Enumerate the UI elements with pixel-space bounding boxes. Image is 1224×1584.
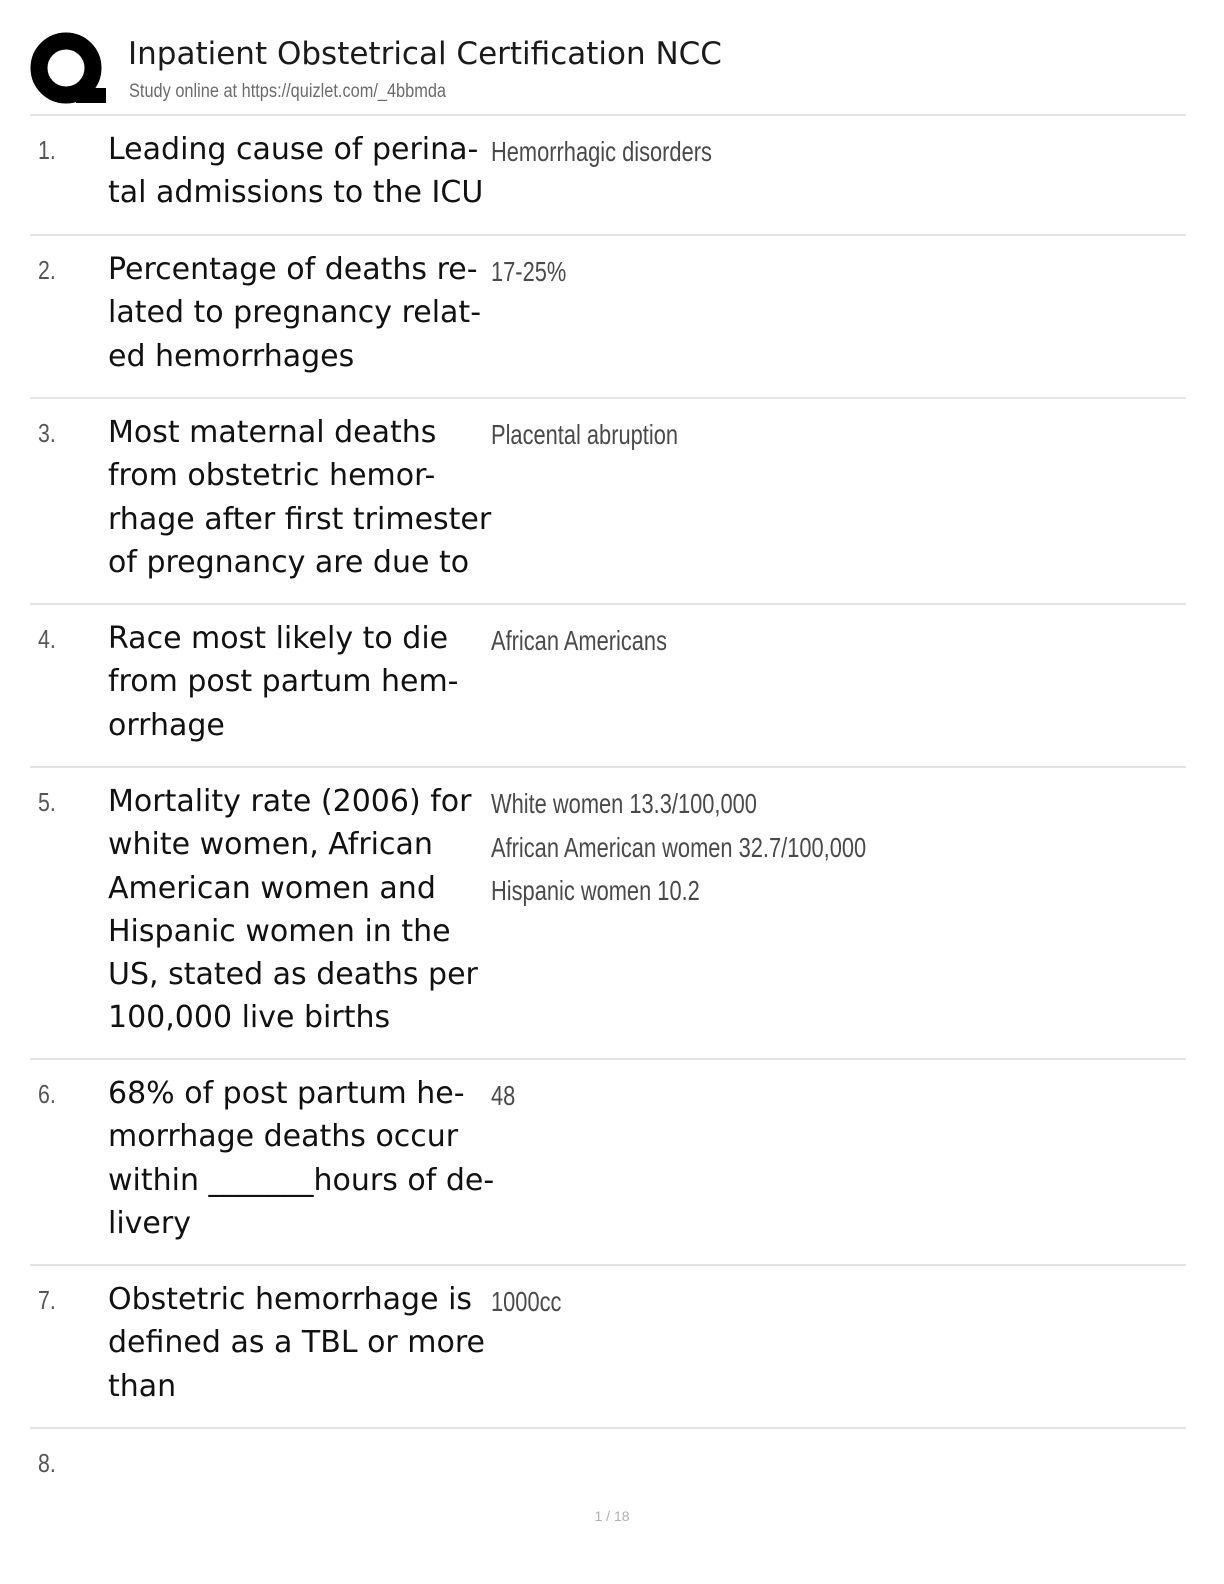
page-title: Inpatient Obstetrical Certification NCC bbox=[128, 36, 722, 72]
definition-line: White women 13.3/100,000 bbox=[491, 788, 757, 819]
card-definition bbox=[491, 1074, 522, 1118]
term-line: from obstetric hemor- bbox=[108, 458, 436, 494]
definition-line: Placental abruption bbox=[491, 419, 678, 450]
term-line: US, stated as deaths per bbox=[108, 957, 478, 993]
term-line: 68% of post partum he- bbox=[108, 1076, 465, 1111]
term-line: Percentage of deaths re- bbox=[108, 252, 478, 287]
term-line: from post partum hem- bbox=[108, 664, 459, 700]
document-header bbox=[30, 30, 1186, 116]
card-term bbox=[108, 399, 492, 584]
page-indicator: 1 / 18 bbox=[594, 1508, 630, 1524]
study-online-link[interactable]: Study online at https://quizlet.com/_4bbmda bbox=[129, 81, 447, 102]
flashcard-row bbox=[30, 1266, 1186, 1429]
term-line: within _______hours of de- bbox=[108, 1162, 495, 1198]
term-line: white women, African bbox=[108, 827, 433, 863]
card-definition bbox=[491, 413, 731, 457]
definition-line: Hispanic women 10.2 bbox=[491, 875, 700, 907]
definition-line: African Americans bbox=[491, 625, 667, 656]
term-line: Leading cause of perina- bbox=[108, 132, 479, 167]
card-definition bbox=[491, 1280, 581, 1324]
term-line: than bbox=[108, 1368, 177, 1404]
term-line: Mortality rate (2006) for bbox=[108, 784, 472, 819]
term-line: Obstetric hemorrhage is bbox=[108, 1282, 473, 1317]
term-line: orrhage bbox=[108, 707, 225, 743]
card-term bbox=[108, 1266, 492, 1408]
term-line: rhage after first trimester bbox=[108, 501, 492, 537]
flashcard-row bbox=[30, 399, 1186, 605]
flashcard-row bbox=[30, 116, 1186, 236]
card-definition bbox=[491, 782, 972, 913]
term-line: 100,000 live births bbox=[108, 1000, 391, 1036]
term-line: Race most likely to die bbox=[108, 621, 449, 656]
flashcard-row bbox=[30, 768, 1186, 1060]
term-line: tal admissions to the ICU bbox=[108, 175, 484, 211]
card-definition bbox=[491, 250, 588, 294]
term-line: American women and bbox=[108, 870, 436, 906]
flashcard-row bbox=[30, 605, 1186, 768]
flashcard-row bbox=[30, 236, 1186, 399]
term-line: defined as a TBL or more bbox=[108, 1325, 486, 1361]
card-term bbox=[108, 1060, 495, 1245]
term-line: of pregnancy are due to bbox=[108, 544, 470, 580]
term-line: morrhage deaths occur bbox=[108, 1119, 459, 1155]
card-number: 6. bbox=[38, 1079, 56, 1109]
term-line: Hispanic women in the bbox=[108, 913, 451, 949]
flashcard-row bbox=[30, 1429, 1186, 1509]
card-number: 5. bbox=[38, 787, 56, 817]
card-number: 8. bbox=[38, 1448, 56, 1478]
card-number: 7. bbox=[38, 1285, 56, 1315]
card-number: 3. bbox=[38, 418, 56, 448]
card-number: 1. bbox=[38, 135, 56, 165]
quizlet-logo-icon bbox=[30, 30, 106, 106]
term-line: livery bbox=[108, 1205, 191, 1241]
definition-line: 48 bbox=[491, 1080, 516, 1111]
card-term bbox=[108, 768, 492, 1040]
card-definition bbox=[491, 130, 774, 174]
term-line: lated to pregnancy relat- bbox=[108, 295, 482, 331]
card-term bbox=[108, 1429, 492, 1441]
card-number: 4. bbox=[38, 624, 56, 654]
card-definition bbox=[491, 619, 717, 663]
card-term bbox=[108, 236, 492, 378]
card-term bbox=[108, 605, 492, 747]
definition-line: African American women 32.7/100,000 bbox=[491, 831, 867, 863]
flashcard-list bbox=[30, 116, 1186, 1509]
flashcard-row bbox=[30, 1060, 1186, 1266]
definition-line: 1000cc bbox=[491, 1286, 562, 1317]
card-number: 2. bbox=[38, 255, 56, 285]
term-line: ed hemorrhages bbox=[108, 338, 355, 374]
card-term bbox=[108, 116, 492, 215]
definition-line: Hemorrhagic disorders bbox=[491, 136, 712, 167]
definition-line: 17-25% bbox=[491, 256, 567, 287]
term-line: Most maternal deaths bbox=[108, 415, 437, 450]
